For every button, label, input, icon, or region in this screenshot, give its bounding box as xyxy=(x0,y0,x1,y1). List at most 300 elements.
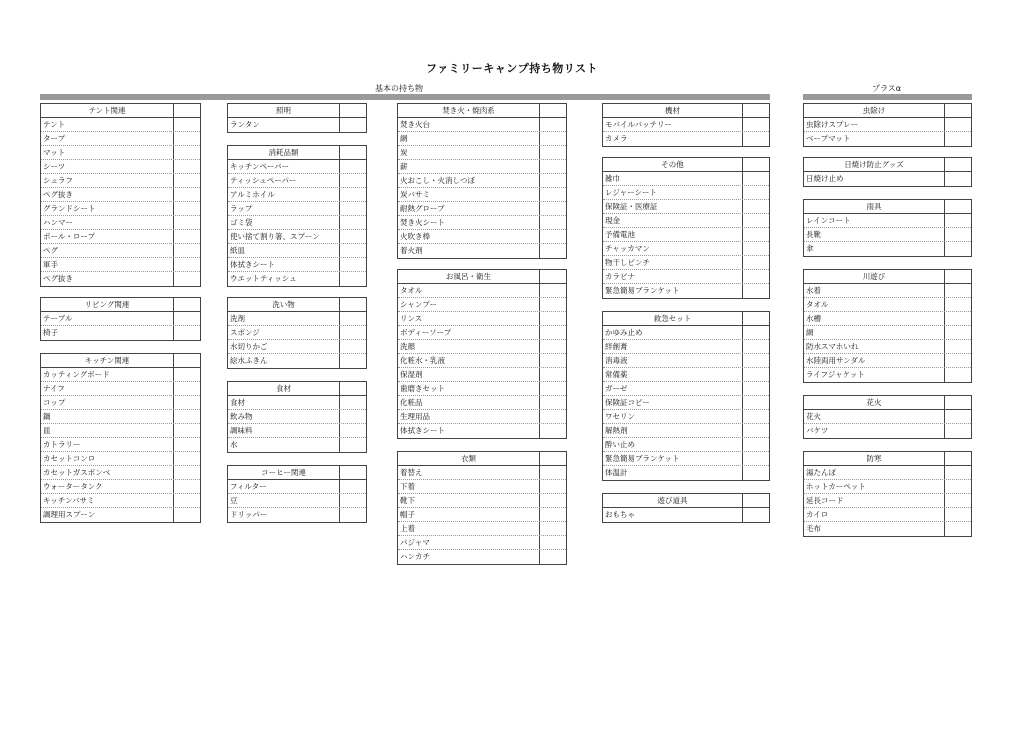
list-item xyxy=(41,230,200,244)
checkbox-cell[interactable] xyxy=(539,424,566,438)
item-label: 洗顔 xyxy=(400,342,415,351)
checkbox-cell[interactable] xyxy=(944,340,971,353)
checkbox-cell[interactable] xyxy=(173,424,200,437)
checkbox-cell[interactable] xyxy=(339,480,366,493)
checkbox-cell[interactable] xyxy=(944,132,971,146)
checkbox-cell[interactable] xyxy=(173,326,200,340)
group-header xyxy=(603,312,769,326)
checkbox-cell[interactable] xyxy=(339,410,366,423)
item-label: テーブル xyxy=(43,314,73,323)
checkbox-cell[interactable] xyxy=(742,438,769,451)
group-title: その他 xyxy=(661,160,684,169)
list-item xyxy=(228,258,366,272)
list-item xyxy=(603,200,769,214)
checklist-group xyxy=(397,103,567,259)
checklist-group xyxy=(803,451,972,537)
checkbox-cell[interactable] xyxy=(539,410,566,423)
item-label: 体温計 xyxy=(605,468,628,477)
group-title: 食材 xyxy=(276,384,291,393)
item-label: パジャマ xyxy=(400,538,430,547)
list-item xyxy=(398,480,566,494)
list-item xyxy=(41,452,200,466)
list-item xyxy=(398,298,566,312)
item-label: 網 xyxy=(400,134,408,143)
section-label-extra: プラスα xyxy=(872,84,902,93)
checkbox-cell[interactable] xyxy=(539,382,566,395)
list-item xyxy=(228,312,366,326)
checkbox-cell[interactable] xyxy=(742,326,769,339)
section-label-basic: 基本の持ち物 xyxy=(375,84,423,93)
checkbox-cell[interactable] xyxy=(539,368,566,381)
checkbox-cell[interactable] xyxy=(539,494,566,507)
group-header xyxy=(41,354,200,368)
checkbox-cell[interactable] xyxy=(944,494,971,507)
checkbox-cell[interactable] xyxy=(944,354,971,367)
group-header-check-cell xyxy=(944,396,971,409)
item-label: 焚き火シート xyxy=(400,218,445,227)
item-label: コップ xyxy=(43,398,66,407)
list-item xyxy=(603,270,769,284)
list-item xyxy=(804,214,971,228)
checkbox-cell[interactable] xyxy=(742,410,769,423)
checkbox-cell[interactable] xyxy=(173,312,200,325)
item-label: 予備電池 xyxy=(605,230,635,239)
checkbox-cell[interactable] xyxy=(339,340,366,353)
item-label: 保険証・医療証 xyxy=(605,202,658,211)
list-item xyxy=(41,480,200,494)
item-label: ペグ抜き xyxy=(43,190,73,199)
checkbox-cell[interactable] xyxy=(173,146,200,159)
checkbox-cell[interactable] xyxy=(539,466,566,479)
list-item xyxy=(398,132,566,146)
group-title: お風呂・衛生 xyxy=(446,272,491,281)
checkbox-cell[interactable] xyxy=(742,132,769,146)
checkbox-cell[interactable] xyxy=(742,452,769,465)
list-item xyxy=(804,172,971,186)
checkbox-cell[interactable] xyxy=(539,118,566,131)
checkbox-cell[interactable] xyxy=(173,160,200,173)
item-label: シーツ xyxy=(43,162,66,171)
list-item xyxy=(398,174,566,188)
checkbox-cell[interactable] xyxy=(339,174,366,187)
checkbox-cell[interactable] xyxy=(539,536,566,549)
item-label: 皿 xyxy=(43,426,51,435)
checkbox-cell[interactable] xyxy=(742,214,769,227)
list-item xyxy=(228,174,366,188)
list-item xyxy=(41,188,200,202)
checkbox-cell[interactable] xyxy=(944,508,971,521)
checkbox-cell[interactable] xyxy=(339,424,366,437)
item-label: ベープマット xyxy=(806,134,851,143)
checkbox-cell[interactable] xyxy=(339,216,366,229)
list-item xyxy=(603,452,769,466)
checkbox-cell[interactable] xyxy=(742,340,769,353)
checkbox-cell[interactable] xyxy=(339,326,366,339)
list-item xyxy=(398,382,566,396)
checkbox-cell[interactable] xyxy=(173,188,200,201)
list-item xyxy=(804,522,971,536)
checkbox-cell[interactable] xyxy=(539,202,566,215)
list-item xyxy=(41,244,200,258)
checkbox-cell[interactable] xyxy=(742,284,769,298)
item-label: カメラ xyxy=(605,134,628,143)
checkbox-cell[interactable] xyxy=(539,132,566,145)
list-item xyxy=(603,118,769,132)
list-item xyxy=(398,326,566,340)
item-label: 歯磨きセット xyxy=(400,384,445,393)
item-label: ライフジャケット xyxy=(806,370,865,379)
item-label: 耐熱グローブ xyxy=(400,204,445,213)
item-label: 鍋 xyxy=(43,412,51,421)
checkbox-cell[interactable] xyxy=(944,312,971,325)
item-label: 保険証コピー xyxy=(605,398,650,407)
item-label: 傘 xyxy=(806,244,814,253)
checkbox-cell[interactable] xyxy=(539,340,566,353)
group-header xyxy=(228,104,366,118)
list-item xyxy=(228,354,366,368)
item-label: 炭 xyxy=(400,148,408,157)
item-label: 湯たんぽ xyxy=(806,468,836,477)
group-header-check-cell xyxy=(944,270,971,283)
group-header-check-cell xyxy=(339,146,366,159)
item-label: ポール・ロープ xyxy=(43,232,95,241)
group-title: 焚き火・焼肉系 xyxy=(442,106,495,115)
group-header xyxy=(398,270,566,284)
group-header-check-cell xyxy=(339,466,366,479)
checkbox-cell[interactable] xyxy=(944,368,971,382)
list-item xyxy=(804,466,971,480)
group-header xyxy=(603,494,769,508)
group-header-check-cell xyxy=(173,104,200,117)
checkbox-cell[interactable] xyxy=(742,382,769,395)
item-label: ハンカチ xyxy=(400,552,430,561)
list-item xyxy=(228,508,366,522)
group-header xyxy=(804,270,971,284)
checkbox-cell[interactable] xyxy=(742,256,769,269)
item-label: ワセリン xyxy=(605,412,635,421)
list-item xyxy=(228,438,366,452)
checkbox-cell[interactable] xyxy=(173,508,200,522)
item-label: 水切りかご xyxy=(230,342,268,351)
checkbox-cell[interactable] xyxy=(173,452,200,465)
checkbox-cell[interactable] xyxy=(539,216,566,229)
checkbox-cell[interactable] xyxy=(944,172,971,186)
checklist-group xyxy=(227,145,367,287)
list-item xyxy=(41,368,200,382)
list-item xyxy=(603,438,769,452)
checkbox-cell[interactable] xyxy=(173,480,200,493)
list-item xyxy=(804,132,971,146)
checkbox-cell[interactable] xyxy=(742,200,769,213)
list-item xyxy=(41,326,200,340)
item-label: 化粧品 xyxy=(400,398,423,407)
checkbox-cell[interactable] xyxy=(339,312,366,325)
item-label: カッティングボード xyxy=(43,370,110,379)
checkbox-cell[interactable] xyxy=(944,242,971,256)
checkbox-cell[interactable] xyxy=(539,326,566,339)
checkbox-cell[interactable] xyxy=(742,186,769,199)
group-header-check-cell xyxy=(539,270,566,283)
item-label: 雑巾 xyxy=(605,174,620,183)
checkbox-cell[interactable] xyxy=(339,188,366,201)
list-item xyxy=(603,410,769,424)
group-header xyxy=(603,104,769,118)
checkbox-cell[interactable] xyxy=(944,410,971,423)
list-item xyxy=(603,228,769,242)
checkbox-cell[interactable] xyxy=(339,438,366,452)
item-label: 着替え xyxy=(400,468,423,477)
group-header xyxy=(804,104,971,118)
list-item xyxy=(398,396,566,410)
group-header xyxy=(804,396,971,410)
checkbox-cell[interactable] xyxy=(173,272,200,286)
list-item xyxy=(603,186,769,200)
group-title: 雨具 xyxy=(866,202,882,211)
checklist-group xyxy=(40,103,201,287)
group-title: 虫除け xyxy=(862,106,886,115)
item-label: キッチンバサミ xyxy=(43,496,95,505)
list-item xyxy=(603,368,769,382)
checkbox-cell[interactable] xyxy=(173,244,200,257)
checkbox-cell[interactable] xyxy=(339,160,366,173)
checkbox-cell[interactable] xyxy=(173,216,200,229)
item-label: 網 xyxy=(806,328,814,337)
checklist-group xyxy=(397,269,567,439)
item-label: 酔い止め xyxy=(605,440,635,449)
item-label: 水 xyxy=(230,440,238,449)
list-item xyxy=(603,326,769,340)
checkbox-cell[interactable] xyxy=(339,244,366,257)
group-header-check-cell xyxy=(173,298,200,311)
group-header-check-cell xyxy=(742,312,769,325)
item-label: ボディーソープ xyxy=(400,328,452,337)
item-label: モバイルバッテリー xyxy=(605,120,672,129)
item-label: 長靴 xyxy=(806,230,821,239)
checkbox-cell[interactable] xyxy=(539,146,566,159)
checkbox-cell[interactable] xyxy=(173,174,200,187)
list-item xyxy=(603,256,769,270)
item-label: ナイフ xyxy=(43,384,65,393)
item-label: 解熱剤 xyxy=(605,426,628,435)
item-label: 水槽 xyxy=(806,314,821,323)
list-item xyxy=(804,228,971,242)
item-label: 保湿剤 xyxy=(400,370,423,379)
checkbox-cell[interactable] xyxy=(539,508,566,521)
list-item xyxy=(228,188,366,202)
checkbox-cell[interactable] xyxy=(173,368,200,381)
item-label: 帽子 xyxy=(400,510,415,519)
group-title: 遊び道具 xyxy=(657,496,688,505)
checkbox-cell[interactable] xyxy=(944,284,971,297)
list-item xyxy=(228,494,366,508)
checkbox-cell[interactable] xyxy=(944,466,971,479)
checkbox-cell[interactable] xyxy=(742,228,769,241)
checkbox-cell[interactable] xyxy=(539,230,566,243)
list-item xyxy=(804,242,971,256)
checkbox-cell[interactable] xyxy=(944,326,971,339)
list-item xyxy=(398,466,566,480)
checkbox-cell[interactable] xyxy=(173,494,200,507)
list-item xyxy=(228,326,366,340)
item-label: 軍手 xyxy=(43,260,58,269)
checkbox-cell[interactable] xyxy=(339,258,366,271)
list-item xyxy=(228,410,366,424)
checkbox-cell[interactable] xyxy=(339,230,366,243)
checklist-group xyxy=(803,157,972,187)
checkbox-cell[interactable] xyxy=(742,118,769,131)
item-label: 着火剤 xyxy=(400,246,423,255)
item-label: 調味料 xyxy=(230,426,253,435)
checkbox-cell[interactable] xyxy=(539,174,566,187)
item-label: ウォータータンク xyxy=(43,482,103,491)
group-header-check-cell xyxy=(339,104,366,117)
group-title: 照明 xyxy=(276,106,291,115)
list-item xyxy=(804,340,971,354)
page-title: ファミリーキャンプ持ち物リスト xyxy=(425,62,599,75)
group-header-check-cell xyxy=(944,200,971,213)
list-item xyxy=(398,188,566,202)
checkbox-cell[interactable] xyxy=(742,172,769,185)
item-label: 食材 xyxy=(230,398,245,407)
group-title: リビング関連 xyxy=(84,300,130,309)
item-label: 毛布 xyxy=(806,524,821,533)
checkbox-cell[interactable] xyxy=(742,242,769,255)
checkbox-cell[interactable] xyxy=(339,118,366,132)
list-item xyxy=(603,284,769,298)
checkbox-cell[interactable] xyxy=(539,160,566,173)
checkbox-cell[interactable] xyxy=(339,272,366,286)
list-item xyxy=(603,466,769,480)
checkbox-cell[interactable] xyxy=(539,298,566,311)
checkbox-cell[interactable] xyxy=(173,258,200,271)
section-bar-extra xyxy=(803,94,972,100)
list-item xyxy=(41,494,200,508)
list-item xyxy=(41,466,200,480)
checkbox-cell[interactable] xyxy=(173,132,200,145)
checkbox-cell[interactable] xyxy=(742,270,769,283)
group-header xyxy=(804,452,971,466)
checkbox-cell[interactable] xyxy=(944,424,971,438)
checkbox-cell[interactable] xyxy=(539,284,566,297)
item-label: 体拭きシート xyxy=(400,426,445,435)
group-header-check-cell xyxy=(539,452,566,465)
checkbox-cell[interactable] xyxy=(742,466,769,480)
checkbox-cell[interactable] xyxy=(539,188,566,201)
checkbox-cell[interactable] xyxy=(539,244,566,258)
item-label: 椅子 xyxy=(43,328,58,337)
list-item xyxy=(603,508,769,522)
item-label: タープ xyxy=(43,134,66,143)
group-title: テント関連 xyxy=(88,106,126,115)
checkbox-cell[interactable] xyxy=(173,202,200,215)
item-label: マット xyxy=(43,148,66,157)
list-item xyxy=(398,340,566,354)
checkbox-cell[interactable] xyxy=(339,494,366,507)
checkbox-cell[interactable] xyxy=(742,368,769,381)
checkbox-cell[interactable] xyxy=(173,382,200,395)
item-label: リンス xyxy=(400,314,423,323)
item-label: 物干しピンチ xyxy=(605,258,650,267)
checkbox-cell[interactable] xyxy=(539,396,566,409)
checkbox-cell[interactable] xyxy=(742,424,769,437)
checkbox-cell[interactable] xyxy=(339,354,366,368)
checkbox-cell[interactable] xyxy=(944,118,971,131)
checkbox-cell[interactable] xyxy=(173,230,200,243)
group-title: 花火 xyxy=(866,398,882,407)
list-item xyxy=(398,118,566,132)
group-title: 衣類 xyxy=(461,454,476,463)
checkbox-cell[interactable] xyxy=(944,214,971,227)
list-item xyxy=(228,480,366,494)
checkbox-cell[interactable] xyxy=(944,522,971,536)
item-label: ペグ抜き xyxy=(43,274,73,283)
list-item xyxy=(603,214,769,228)
list-item xyxy=(41,146,200,160)
checkbox-cell[interactable] xyxy=(173,466,200,479)
checkbox-cell[interactable] xyxy=(742,396,769,409)
item-label: 焚き火台 xyxy=(400,120,430,129)
item-label: チャッカマン xyxy=(605,244,650,253)
item-label: 消毒液 xyxy=(605,356,628,365)
item-label: 炭バサミ xyxy=(400,190,430,199)
list-item xyxy=(804,118,971,132)
list-item xyxy=(398,410,566,424)
list-item xyxy=(398,230,566,244)
checkbox-cell[interactable] xyxy=(539,312,566,325)
checkbox-cell[interactable] xyxy=(742,508,769,522)
checklist-group xyxy=(227,465,367,523)
item-label: シュラフ xyxy=(43,176,73,185)
list-item xyxy=(228,202,366,216)
checkbox-cell[interactable] xyxy=(539,550,566,564)
checkbox-cell[interactable] xyxy=(339,508,366,522)
checkbox-cell[interactable] xyxy=(539,354,566,367)
checkbox-cell[interactable] xyxy=(539,480,566,493)
checkbox-cell[interactable] xyxy=(173,438,200,451)
checkbox-cell[interactable] xyxy=(742,354,769,367)
item-label: 使い捨て割り箸、スプーン xyxy=(230,232,320,241)
list-item xyxy=(603,354,769,368)
item-label: カセットガスボンベ xyxy=(43,468,111,477)
checklist-group xyxy=(227,103,367,133)
checkbox-cell[interactable] xyxy=(944,480,971,493)
checkbox-cell[interactable] xyxy=(173,410,200,423)
list-item xyxy=(398,146,566,160)
list-item xyxy=(41,272,200,286)
item-label: 調理用スプーン xyxy=(43,510,96,519)
checkbox-cell[interactable] xyxy=(173,118,200,131)
checkbox-cell[interactable] xyxy=(944,228,971,241)
item-label: ホットカーペット xyxy=(806,482,866,491)
checkbox-cell[interactable] xyxy=(339,396,366,409)
item-label: アルミホイル xyxy=(230,190,275,199)
checklist-group xyxy=(602,493,770,523)
list-item xyxy=(398,536,566,550)
checkbox-cell[interactable] xyxy=(539,522,566,535)
item-label: ハンマー xyxy=(43,218,73,227)
item-label: 常備薬 xyxy=(605,370,628,379)
list-item xyxy=(398,202,566,216)
checkbox-cell[interactable] xyxy=(944,298,971,311)
checkbox-cell[interactable] xyxy=(173,396,200,409)
list-item xyxy=(804,480,971,494)
list-item xyxy=(398,160,566,174)
group-header xyxy=(41,104,200,118)
list-item xyxy=(603,396,769,410)
group-title: 救急セット xyxy=(653,314,692,323)
checkbox-cell[interactable] xyxy=(339,202,366,215)
item-label: 現金 xyxy=(605,216,620,225)
